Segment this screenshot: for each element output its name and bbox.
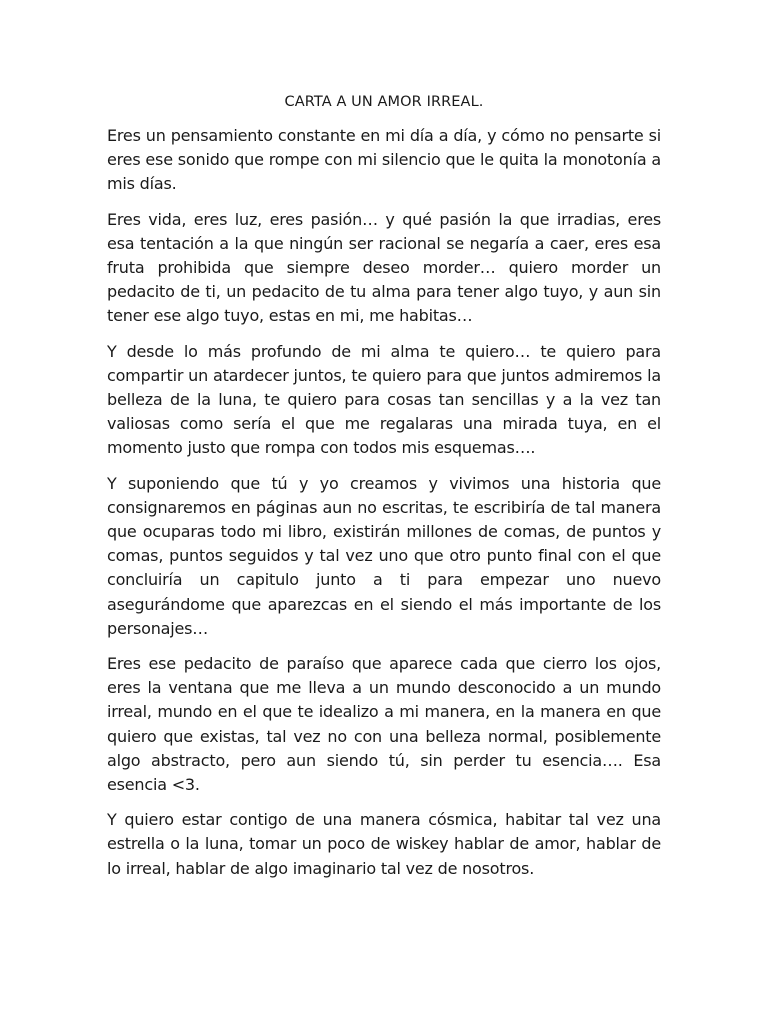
paragraph-5: Eres ese pedacito de paraíso que aparece cada que cierro los ojos, eres la ventana que me lleva a un mundo desconocido a un mundo irreal, mundo en el que te idealizo a mi manera, en la manera en que quiero que existas, tal vez no con una belleza normal, posiblemente algo abstracto, pero aun siendo tú, sin perder tu esencia…. Esa esencia <3. [107,654,661,795]
paragraph-2: Eres vida, eres luz, eres pasión… y qué pasión la que irradias, eres esa tentación a la que ningún ser racional se negaría a caer, eres esa fruta prohibida que siempre deseo morder… quiero morder un pedacito de ti, un pedacito de tu alma para tener algo tuyo, y aun sin tener ese algo tuyo, estas en mi, me habitas… [107,209,661,326]
document-title: CARTA A UN AMOR IRREAL. [284,94,484,110]
paragraph-6: Y quiero estar contigo de una manera cósmica, habitar tal vez una estrella o la luna, tomar un poco de wiskey hablar de amor, hablar de lo irreal, hablar de algo imaginario tal vez de nosotros. [107,810,661,878]
paragraph-3: Y desde lo más profundo de mi alma te quiero… te quiero para compartir un atardecer juntos, te quiero para que juntos admiremos la belleza de la luna, te quiero para cosas tan sencillas y a la vez tan valiosas como sería el que me regalaras una mirada tuya, en el momento justo que rompa con todos mis esquemas…. [107,341,661,458]
paragraph-1: Eres un pensamiento constante en mi día a día, y cómo no pensarte si eres ese sonido que rompe con mi silencio que le quita la monotonía a mis días. [107,126,661,194]
document-page [107,92,661,892]
paragraph-4: Y suponiendo que tú y yo creamos y vivimos una historia que consignaremos en páginas aun no escritas, te escribiría de tal manera que ocuparas todo mi libro, existirán millones de comas, de puntos y comas, puntos seguidos y tal vez uno que otro punto final con el que concluiría un capitulo junto a ti para empezar uno nuevo asegurándome que aparezcas en el siendo el más importante de los personajes… [107,473,661,638]
